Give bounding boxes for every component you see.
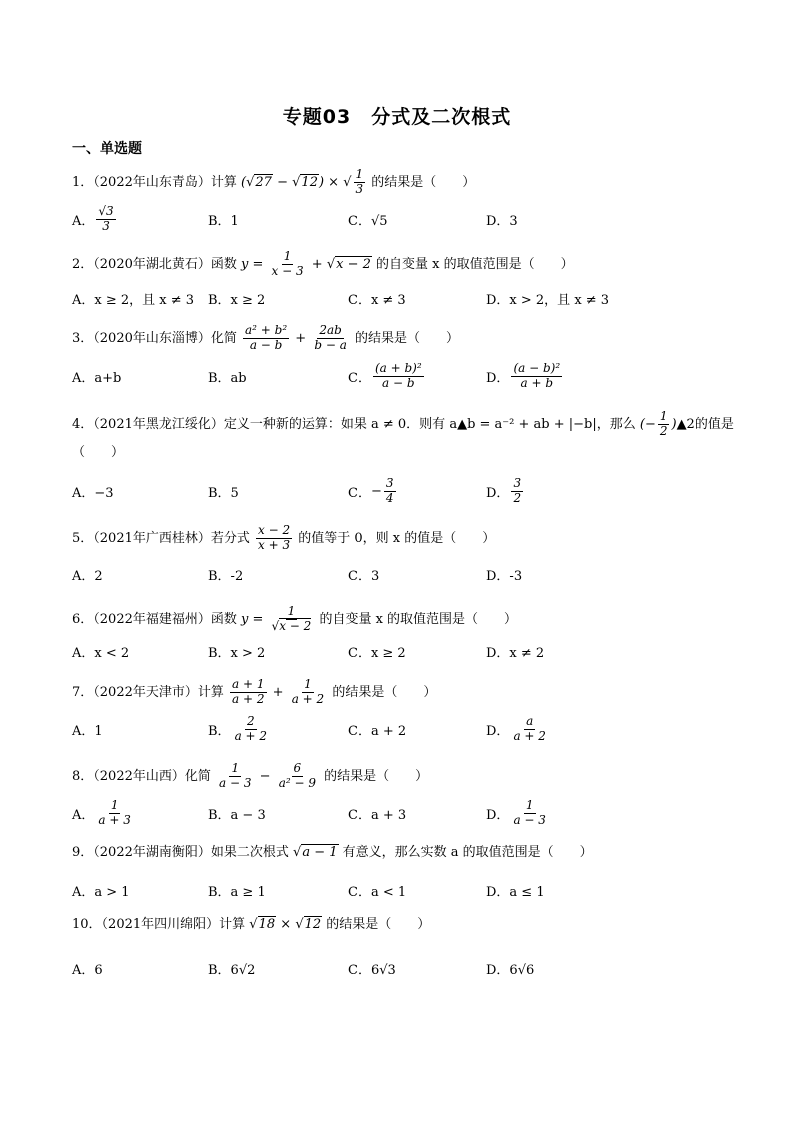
option-a[interactable]: A．−3 xyxy=(72,485,114,501)
option-d[interactable]: D．-3 xyxy=(486,568,523,584)
question-8: 8．（2022年山西）化简 $\frac{1}{a - 3}$ − $\frac{6}{\text{a² − 9}}$ 的结果是（ ） xyxy=(72,761,429,790)
options-3 xyxy=(72,361,732,391)
options-7 xyxy=(72,714,732,744)
option-b[interactable]: B．-2 xyxy=(208,568,244,584)
option-c[interactable]: C．a + 3 xyxy=(348,807,407,823)
question-3: 3．（2020年山东淄博）化简 $\frac{\text{a² + b²}}{a - b}$ + $\frac{2ab}{b - a}$ 的结果是（ ） xyxy=(72,323,460,352)
option-a[interactable]: A．a+b xyxy=(72,370,122,386)
option-d[interactable]: D．x > 2，且 x ≠ 3 xyxy=(486,292,610,308)
option-c[interactable]: C．√5 xyxy=(348,213,388,229)
option-b[interactable]: B．1 xyxy=(208,213,239,229)
option-d[interactable]: D．3 xyxy=(486,213,518,229)
page-title: 专题03 分式及二次根式 xyxy=(282,106,512,128)
options-6 xyxy=(72,636,732,666)
question-7: 7．（2022年天津市）计算 $\frac{a + 1}{a + 2}$ + $\frac{1}{a + 2}$ 的结果是（ ） xyxy=(72,677,437,706)
option-c[interactable]: C． $\frac{\text{(a + b)²}}{a - b}$ xyxy=(348,360,422,390)
option-c[interactable]: C．a + 2 xyxy=(348,723,407,739)
option-b[interactable]: B．x > 2 xyxy=(208,645,266,661)
question-10: 10．（2021年四川绵阳）计算 √18 × √12 的结果是（ ） xyxy=(72,917,431,932)
math-expression: $\frac{a + 1}{a + 2}$ + $\frac{1}{a + 2}$ xyxy=(232,677,325,706)
option-d[interactable]: D．a ≤ 1 xyxy=(486,884,545,900)
option-c[interactable]: C．a < 1 xyxy=(348,884,407,900)
option-d[interactable]: D． $\frac{a}{a + 2}$ xyxy=(486,713,546,743)
option-a[interactable]: A．2 xyxy=(72,568,103,584)
option-b[interactable]: B．a ≥ 1 xyxy=(208,884,266,900)
math-expression: (√27 − √12) × √ $\frac{1}{3}$ xyxy=(241,167,364,196)
option-a[interactable]: A．x < 2 xyxy=(72,645,130,661)
option-c[interactable]: C． − $\frac{3}{4}$ xyxy=(348,475,394,505)
options-1 xyxy=(72,204,732,234)
math-expression: y = $\frac{1}{x - 3}$ + √x − 2 xyxy=(241,249,371,278)
question-9: 9．（2022年湖南衡阳）如果二次根式 √a − 1 有意义，那么实数 a 的取值范围是（ ） xyxy=(72,845,593,860)
option-a[interactable]: A．6 xyxy=(72,962,103,978)
option-a[interactable]: A．x ≥ 2，且 x ≠ 3 xyxy=(72,292,195,308)
option-c[interactable]: C．3 xyxy=(348,568,380,584)
math-expression: (− $\frac{1}{2}$ ) xyxy=(639,409,677,438)
options-5 xyxy=(72,559,732,589)
option-c[interactable]: C．x ≥ 2 xyxy=(348,645,406,661)
math-expression: √a − 1 xyxy=(293,845,338,860)
question-2: 2．（2020年湖北黄石）函数 y = $\frac{1}{x - 3}$ + √x − 2 的自变量 x 的取值范围是（ ） xyxy=(72,249,574,278)
option-a[interactable]: A． $\frac{1}{a + 3}$ xyxy=(72,797,131,827)
math-expression: $\frac{x - 2}{x + 3}$ xyxy=(258,523,291,552)
math-expression: √18 × √12 xyxy=(249,917,322,932)
question-6: 6．（2022年福建福州）函数 y = $\frac{1}{√x - 2}$ 的自变量 x 的取值范围是（ ） xyxy=(72,604,518,633)
option-b[interactable]: B．ab xyxy=(208,370,247,386)
math-expression: $\frac{\text{a² + b²}}{a - b}$ + $\frac{2ab}{b - a}$ xyxy=(245,323,347,352)
question-1: 1．（2022年山东青岛）计算 (√27 − √12) × √ $\frac{1}{3}$ 的结果是（ ） xyxy=(72,167,476,196)
question-4-continued: （ ） xyxy=(72,445,125,460)
math-expression: $\frac{1}{a - 3}$ − $\frac{6}{\text{a² − 9}}$ xyxy=(219,761,316,790)
option-d[interactable]: D．6√6 xyxy=(486,962,535,978)
question-4: 4．（2021年黑龙江绥化）定义一种新的运算：如果 a ≠ 0．则有 a▲b = a⁻² + ab + |−b|，那么 (− $\frac{1}{2}$ )▲2的值是 xyxy=(72,409,734,438)
option-b[interactable]: B．a − 3 xyxy=(208,807,266,823)
option-c[interactable]: C．x ≠ 3 xyxy=(348,292,406,308)
option-a[interactable]: A．1 xyxy=(72,723,103,739)
option-d[interactable]: D．x ≠ 2 xyxy=(486,645,545,661)
option-d[interactable]: D． $\frac{3}{2}$ xyxy=(486,475,522,505)
option-b[interactable]: B．6√2 xyxy=(208,962,256,978)
options-2 xyxy=(72,283,732,313)
option-b[interactable]: B． $\frac{2}{a + 2}$ xyxy=(208,713,268,743)
options-4 xyxy=(72,476,732,506)
options-10 xyxy=(72,953,732,983)
math-expression: y = $\frac{1}{√x - 2}$ xyxy=(241,604,312,633)
option-d[interactable]: D． $\frac{\text{(a − b)²}}{a + b}$ xyxy=(486,360,561,390)
section-heading: 一、单选题 xyxy=(72,141,142,157)
option-d[interactable]: D． $\frac{1}{a - 3}$ xyxy=(486,797,546,827)
option-b[interactable]: B．5 xyxy=(208,485,239,501)
option-a[interactable]: A．a > 1 xyxy=(72,884,130,900)
option-b[interactable]: B．x ≥ 2 xyxy=(208,292,266,308)
question-5: 5．（2021年广西桂林）若分式 $\frac{x - 2}{x + 3}$ 的值等于 0，则 x 的值是（ ） xyxy=(72,523,496,552)
options-9 xyxy=(72,875,732,905)
options-8 xyxy=(72,798,732,828)
option-a[interactable]: A． $\frac{√3}{3}$ xyxy=(72,203,114,233)
option-c[interactable]: C．6√3 xyxy=(348,962,396,978)
